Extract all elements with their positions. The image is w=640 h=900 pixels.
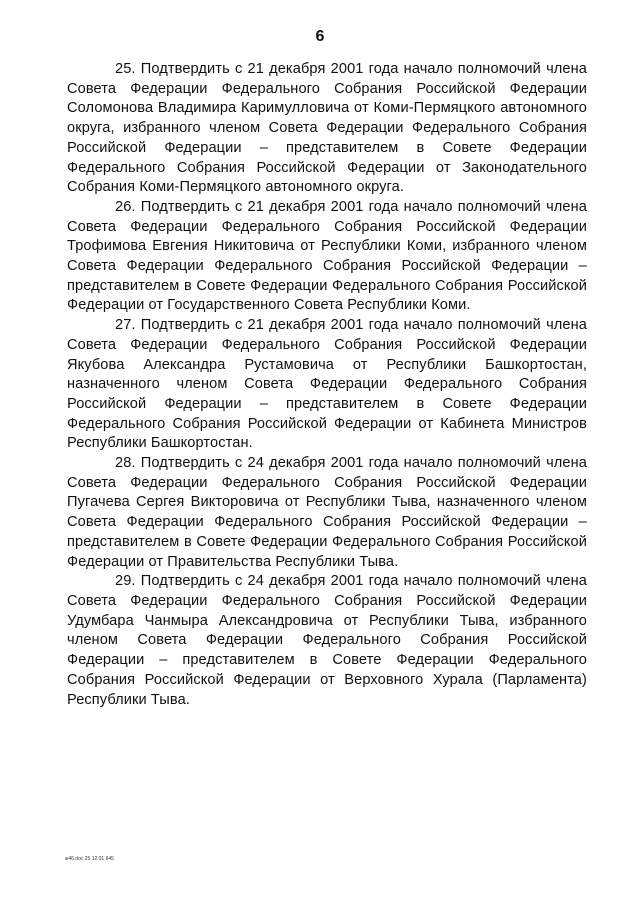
paragraph-27: 27. Подтвердить с 21 декабря 2001 года начало полномочий члена Совета Федерации Федерального Собрания Российской Федерации Якубова Александра Рустамовича от Республики Башкортостан, назначенного членом Совета Федерации Федерального Собрания Российской Федерации – представителем в Совете Федерации Федерального Собрания Российской Федерации от Кабинета Министров Республики Башкортостан.: [67, 317, 587, 452]
footer-file-code: ж46.doc 25.12.01 645: [65, 856, 114, 862]
paragraph-25: 25. Подтвердить с 21 декабря 2001 года начало полномочий члена Совета Федерации Федерального Собрания Российской Федерации Соломонова Владимира Каримулловича от Коми-Пермяцкого автономного округа, избранного членом Совета Федерации Федерального Собрания Российской Федерации – представителем в Совете Федерации Федерального Собрания Российской Федерации от Законодательного Собрания Коми-Пермяцкого автономного округа.: [67, 61, 587, 196]
paragraph-28: 28. Подтвердить с 24 декабря 2001 года начало полномочий члена Совета Федерации Федерального Собрания Российской Федерации Пугачева Сергея Викторовича от Республики Тыва, назначенного членом Совета Федерации Федерального Собрания Российской Федерации – представителем в Совете Федерации Федерального Собрания Российской Федерации от Правительства Республики Тыва.: [67, 455, 587, 570]
paragraph-26: 26. Подтвердить с 21 декабря 2001 года начало полномочий члена Совета Федерации Федерального Собрания Российской Федерации Трофимова Евгения Никитовича от Республики Коми, избранного членом Совета Федерации Федерального Собрания Российской Федерации – представителем в Совете Федерации Федерального Собрания Российской Федерации от Государственного Совета Республики Коми.: [67, 198, 587, 314]
document-body: [67, 60, 587, 710]
page-number: 6: [315, 28, 325, 45]
paragraph-29: 29. Подтвердить с 24 декабря 2001 года начало полномочий члена Совета Федерации Федерального Собрания Российской Федерации Удумбара Чанмыра Александровича от Республики Тыва, избранного членом Совета Федерации Федерального Собрания Российской Федерации – представителем в Совете Федерации Федерального Собрания Российской Федерации от Верховного Хурала (Парламента) Республики Тыва.: [67, 573, 587, 708]
